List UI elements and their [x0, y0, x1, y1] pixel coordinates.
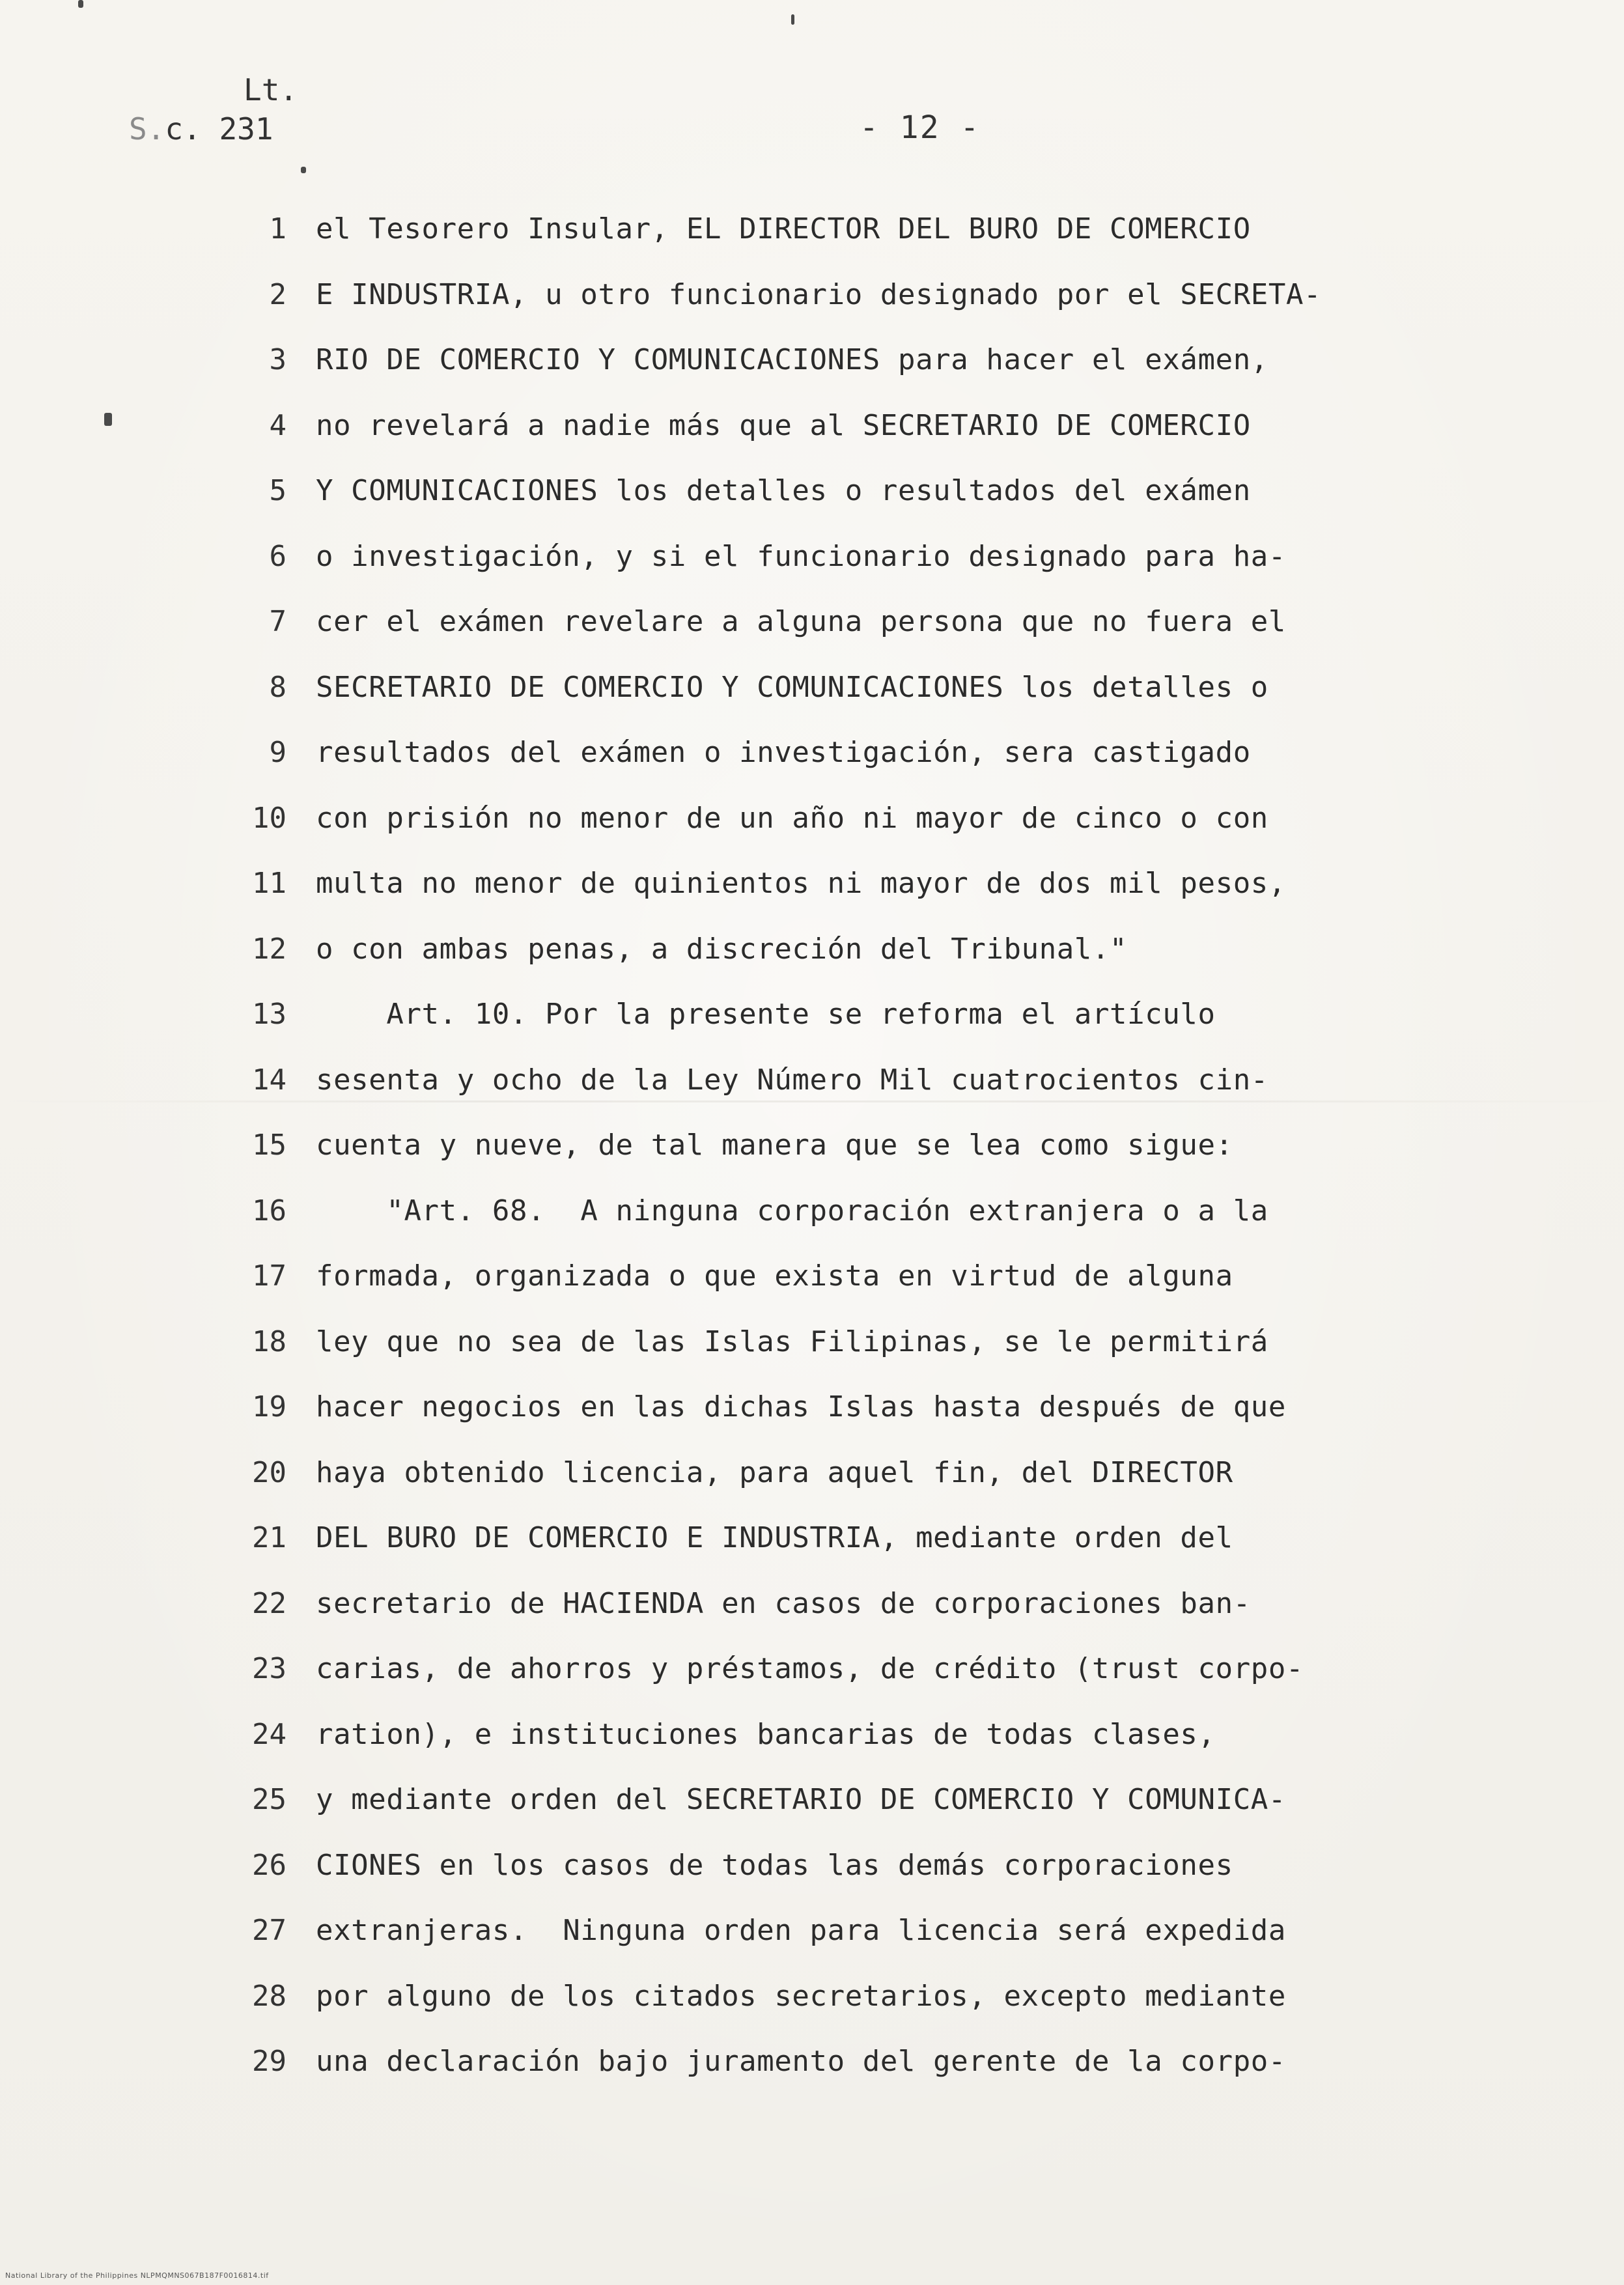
line-number: 16: [252, 1194, 287, 1227]
document-reference: [129, 70, 298, 148]
line-text: resultados del exámen o investigación, sera castigado: [316, 736, 1251, 769]
document-line: [215, 1780, 1517, 1846]
line-number: 15: [252, 1128, 287, 1162]
line-number: 10: [252, 801, 287, 835]
line-text: extranjeras. Ninguna orden para licencia será expedida: [316, 1914, 1286, 1947]
ink-speck-mark: [791, 14, 794, 25]
line-text: una declaración bajo juramento del gerente de la corpo-: [316, 2045, 1286, 2078]
reference-line-2-number: c. 231: [165, 111, 273, 147]
document-line: [215, 406, 1517, 472]
document-line: [215, 799, 1517, 865]
line-text: y mediante orden del SECRETARIO DE COMERCIO Y COMUNICA-: [316, 1783, 1286, 1816]
document-line: [215, 1846, 1517, 1912]
line-text: cer el exámen revelare a alguna persona que no fuera el: [316, 605, 1286, 638]
document-line: [215, 1126, 1517, 1192]
document-line: [215, 1388, 1517, 1453]
line-number: 8: [269, 670, 287, 704]
ink-speck-mark: [301, 167, 306, 173]
line-number: 26: [252, 1848, 287, 1882]
ink-speck-mark: [104, 413, 112, 426]
line-text: hacer negocios en las dichas Islas hasta después de que: [316, 1390, 1286, 1423]
line-number: 19: [252, 1390, 287, 1423]
reference-line-2: [129, 109, 298, 148]
document-line: [215, 995, 1517, 1061]
line-number: 21: [252, 1521, 287, 1554]
document-line: [215, 537, 1517, 603]
line-number: 3: [269, 343, 287, 376]
document-line: [215, 1649, 1517, 1715]
reference-line-2-prefix: S.: [129, 111, 165, 147]
line-number: 25: [252, 1783, 287, 1816]
document-line: [215, 1061, 1517, 1127]
line-text: RIO DE COMERCIO Y COMUNICACIONES para hacer el exámen,: [316, 343, 1268, 376]
line-text: SECRETARIO DE COMERCIO Y COMUNICACIONES los detalles o: [316, 670, 1268, 704]
line-number: 6: [269, 539, 287, 573]
line-text: CIONES en los casos de todas las demás corporaciones: [316, 1848, 1233, 1882]
document-line: [215, 275, 1517, 341]
line-text: carias, de ahorros y préstamos, de crédito (trust corpo-: [316, 1652, 1304, 1685]
line-number: 9: [269, 736, 287, 769]
line-text: haya obtenido licencia, para aquel fin, del DIRECTOR: [316, 1455, 1233, 1489]
line-text: Y COMUNICACIONES los detalles o resultados del exámen: [316, 474, 1251, 507]
document-line: [215, 1192, 1517, 1257]
line-text: Art. 10. Por la presente se reforma el artículo: [316, 998, 1216, 1031]
line-text: multa no menor de quinientos ni mayor de dos mil pesos,: [316, 867, 1286, 900]
binding-hole-mark: [78, 0, 83, 8]
line-number: 11: [252, 867, 287, 900]
document-line: [215, 668, 1517, 734]
document-line: [215, 1257, 1517, 1323]
line-number: 14: [252, 1063, 287, 1097]
document-line: [215, 1911, 1517, 1977]
line-text: E INDUSTRIA, u otro funcionario designado por el SECRETA-: [316, 277, 1322, 311]
line-number: 27: [252, 1914, 287, 1947]
document-line: [215, 471, 1517, 537]
line-number: 5: [269, 474, 287, 507]
line-number: 1: [269, 212, 287, 245]
line-number: 4: [269, 408, 287, 442]
reference-line-1: Lt.: [244, 72, 298, 107]
line-number: 29: [252, 2045, 287, 2078]
line-number: 7: [269, 605, 287, 638]
line-text: secretario de HACIENDA en casos de corporaciones ban-: [316, 1586, 1251, 1620]
document-line: [215, 1584, 1517, 1650]
document-line: [215, 1519, 1517, 1584]
line-number: 13: [252, 998, 287, 1031]
archive-footer-stamp: National Library of the Philippines NLPMQMNS067B187F0016814.tif: [5, 2271, 269, 2280]
document-line: [215, 210, 1517, 275]
line-number: 24: [252, 1717, 287, 1751]
line-text: DEL BURO DE COMERCIO E INDUSTRIA, mediante orden del: [316, 1521, 1233, 1554]
document-line: [215, 1453, 1517, 1519]
line-number: 22: [252, 1586, 287, 1620]
line-text: "Art. 68. A ninguna corporación extranjera o a la: [316, 1194, 1268, 1227]
document-line: [215, 1323, 1517, 1388]
line-text: o investigación, y si el funcionario designado para ha-: [316, 539, 1286, 573]
line-number: 17: [252, 1259, 287, 1293]
line-text: formada, organizada o que exista en virtud de alguna: [316, 1259, 1233, 1293]
line-text: el Tesorero Insular, EL DIRECTOR DEL BURO DE COMERCIO: [316, 212, 1251, 245]
line-text: sesenta y ocho de la Ley Número Mil cuatrocientos cin-: [316, 1063, 1268, 1097]
line-text: cuenta y nueve, de tal manera que se lea como sigue:: [316, 1128, 1233, 1162]
line-text: ley que no sea de las Islas Filipinas, se le permitirá: [316, 1325, 1268, 1358]
line-text: no revelará a nadie más que al SECRETARIO DE COMERCIO: [316, 408, 1251, 442]
line-text: o con ambas penas, a discreción del Tribunal.": [316, 932, 1128, 966]
document-line: [215, 602, 1517, 668]
line-number: 23: [252, 1652, 287, 1685]
line-number: 2: [269, 277, 287, 311]
document-line: [215, 930, 1517, 996]
line-number: 18: [252, 1325, 287, 1358]
line-text: ration), e instituciones bancarias de todas clases,: [316, 1717, 1216, 1751]
line-number: 20: [252, 1455, 287, 1489]
line-text: con prisión no menor de un año ni mayor de cinco o con: [316, 801, 1268, 835]
document-line: [215, 341, 1517, 406]
page-number: - 12 -: [860, 109, 981, 146]
line-number: 28: [252, 1979, 287, 2013]
document-line: [215, 1977, 1517, 2043]
document-line: [215, 1715, 1517, 1781]
numbered-lines: [215, 210, 1517, 2108]
document-line: [215, 864, 1517, 930]
line-text: por alguno de los citados secretarios, excepto mediante: [316, 1979, 1286, 2013]
document-line: [215, 2042, 1517, 2108]
document-line: [215, 733, 1517, 799]
line-number: 12: [252, 932, 287, 966]
